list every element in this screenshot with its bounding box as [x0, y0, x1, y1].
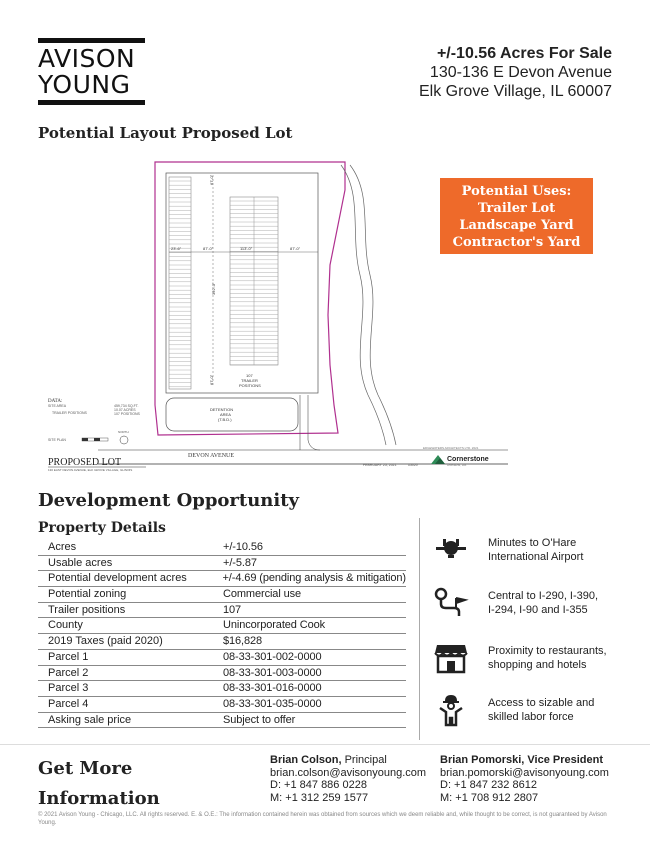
contact-mobile-phone[interactable]: M: +1 708 912 2807 — [440, 792, 539, 805]
get-more-information — [38, 754, 160, 814]
logo-text — [38, 43, 145, 100]
detention-label-1: DETENTION — [210, 407, 234, 412]
table-row — [38, 666, 406, 682]
detail-label: Trailer positions — [48, 603, 126, 616]
listing-address-line-2: Elk Grove Village, IL 60007 — [418, 83, 612, 100]
detention-label-3: (T.B.D.) — [218, 417, 232, 422]
detail-value: Commercial use — [223, 588, 302, 601]
layout-title: Potential Layout Proposed Lot — [38, 124, 293, 142]
site-plan-drawing — [38, 155, 508, 475]
feature-airport-text — [488, 536, 583, 564]
detention-label-2: AREA — [220, 412, 231, 417]
contact-direct-phone[interactable]: D: +1 847 232 8612 — [440, 779, 537, 792]
table-row — [38, 618, 406, 634]
table-row — [38, 681, 406, 697]
contact-email[interactable]: brian.colson@avisonyoung.com — [270, 766, 427, 779]
dim-left: 23'-6" — [171, 246, 182, 251]
detail-value: 107 — [223, 603, 242, 616]
feature-amenities-text — [488, 644, 607, 672]
table-row — [38, 556, 406, 572]
detail-label: County — [48, 619, 83, 632]
north-arrow — [120, 436, 128, 444]
worker-icon — [432, 693, 470, 727]
dim-vert: 392'-0" — [211, 282, 216, 295]
data-site-value: 459,734 SQ.FT. — [114, 404, 139, 408]
detail-label: Acres — [48, 541, 77, 553]
data-trailer-value: 107 POSITIONS — [114, 412, 140, 416]
trailer-note-1: 107 — [246, 373, 253, 378]
trailer-note-2: TRAILER — [241, 378, 258, 383]
detail-value: 08-33-301-016-0000 — [223, 682, 322, 695]
listing-address-line-1: 130-136 E Devon Avenue — [429, 64, 612, 81]
feature-amenities — [432, 641, 622, 675]
column-divider — [419, 518, 420, 740]
cornerstone-name: Cornerstone — [447, 456, 489, 463]
property-details-title: Property Details — [38, 520, 166, 536]
contact-email[interactable]: brian.pomorski@avisonyoung.com — [440, 766, 609, 779]
contact-brian-colson — [270, 754, 426, 805]
detail-label: Potential development acres — [48, 572, 187, 585]
contact-name: Brian Pomorski, Vice President — [440, 754, 604, 766]
detail-value: 08-33-301-035-0000 — [223, 697, 322, 710]
access-drive — [300, 395, 320, 450]
dim-w3: 87'-0" — [290, 246, 301, 251]
feature-highways-line-2: I-294, I-90 and I-355 — [488, 604, 588, 616]
site-plan-label: SITE PLAN — [48, 438, 66, 442]
table-row — [38, 540, 406, 556]
contact-brian-pomorski — [440, 754, 609, 805]
feature-highways-line-1: Central to I-290, I-390, — [488, 590, 599, 602]
logo-bar-bottom — [38, 100, 145, 105]
detail-value: +/-4.69 (pending analysis & mitigation) — [222, 572, 406, 585]
table-row — [38, 587, 406, 603]
property-details-table — [38, 540, 406, 728]
contact-role: Principal — [341, 754, 387, 766]
potential-use-3: Contractor's Yard — [452, 235, 581, 250]
footer-divider — [0, 744, 650, 745]
detail-label: 2019 Taxes (paid 2020) — [48, 635, 163, 648]
proposed-lot-address: 130 EAST DEVON AVENUE, ELK GROVE VILLAGE, ILLINOIS — [48, 468, 133, 472]
detention-area — [166, 398, 298, 431]
potential-uses-title: Potential Uses: — [461, 184, 572, 199]
detail-label: Usable acres — [48, 556, 113, 569]
avison-young-logo — [38, 38, 145, 105]
listing-headline: +/-10.56 Acres For Sale — [436, 45, 612, 62]
store-icon — [432, 641, 470, 675]
detail-label: Parcel 1 — [48, 650, 89, 663]
route-icon — [432, 586, 470, 620]
table-row — [38, 603, 406, 619]
detail-label: Parcel 2 — [48, 666, 89, 679]
data-site-value-2: 10.07 ACRES — [114, 408, 136, 412]
legal-disclaimer: © 2021 Avison Young - Chicago, LLC. All rights reserved. E. & O.E.: The information contained herein was obtained from sources which we deem reliable and, while thought to be correct, is not guaranteed by Avison Young. — [38, 812, 607, 826]
table-row — [38, 634, 406, 650]
table-row — [38, 571, 406, 587]
dim-top: 67'-0" — [209, 174, 214, 185]
feature-airport-line-1: Minutes to O'Hare — [488, 537, 577, 549]
table-row — [38, 650, 406, 666]
contact-name: Brian Colson, — [270, 754, 342, 766]
feature-labor-line-2: skilled labor force — [488, 711, 574, 723]
contact-direct-phone[interactable]: D: +1 847 886 0228 — [270, 779, 367, 792]
feature-labor-text — [488, 696, 594, 724]
detail-value: Subject to offer — [223, 713, 296, 726]
stream-line-2 — [350, 165, 396, 445]
north-label: NORTH — [118, 430, 129, 434]
feature-airport-line-2: International Airport — [488, 551, 584, 563]
parking-stalls-left — [169, 181, 191, 387]
detail-value: +/-10.56 — [223, 541, 263, 553]
feature-amenities-line-2: shopping and hotels — [488, 659, 587, 671]
development-title: Development Opportunity — [38, 490, 300, 511]
feature-highways-text — [488, 589, 598, 617]
stream-line-1 — [341, 165, 386, 445]
data-trailer-label: TRAILER POSITIONS — [52, 411, 87, 415]
detail-label: Potential zoning — [48, 588, 127, 601]
logo-line-1: AVISON — [38, 44, 136, 73]
potential-use-2: Landscape Yard — [459, 218, 574, 233]
feature-labor-line-1: Access to sizable and — [488, 697, 595, 709]
detail-label: Parcel 4 — [48, 697, 89, 710]
trailer-note-3: POSITIONS — [239, 383, 261, 388]
dim-w2: 113'-0" — [240, 246, 253, 251]
road-label: DEVON AVENUE — [188, 453, 235, 459]
detail-value: 08-33-301-002-0000 — [223, 650, 322, 663]
contact-mobile-phone[interactable]: M: +1 312 259 1577 — [270, 792, 369, 805]
proposed-lot-title: PROPOSED LOT — [48, 457, 122, 468]
logo-line-2: YOUNG — [38, 70, 131, 99]
detail-value: 08-33-301-003-0000 — [223, 666, 322, 679]
cornerstone-sub: Architects, Ltd. — [447, 463, 467, 467]
feature-labor — [432, 693, 622, 727]
detail-value: +/-5.87 — [223, 556, 257, 569]
table-row — [38, 713, 406, 729]
dim-w1: 87'-0" — [203, 246, 214, 251]
data-site-label: SITE AREA — [48, 404, 67, 408]
potential-use-1: Trailer Lot — [477, 201, 556, 216]
feature-highways — [432, 586, 622, 620]
dim-bottom: 67'-0" — [209, 374, 214, 385]
potential-uses-box — [440, 178, 593, 254]
detail-value: $16,828 — [223, 635, 263, 648]
plan-date: FEBRUARY 25, 2021 — [363, 463, 397, 467]
feature-airport — [432, 533, 622, 567]
feature-amenities-line-1: Proximity to restaurants, — [488, 645, 607, 657]
table-row — [38, 697, 406, 713]
detail-label: Parcel 3 — [48, 682, 89, 695]
data-label: DATA: — [48, 399, 63, 404]
detail-value: Unincorporated Cook — [223, 619, 326, 632]
architect-credit: EDGEWATERS ARCHITECTS LTD. 2021 — [423, 446, 479, 450]
listing-header — [419, 44, 612, 101]
plan-job-number: #3020 — [408, 463, 418, 467]
airplane-icon — [432, 533, 470, 567]
get-more-line-2: Information — [38, 788, 160, 809]
detail-label: Asking sale price — [48, 713, 132, 726]
get-more-line-1: Get More — [38, 758, 133, 779]
